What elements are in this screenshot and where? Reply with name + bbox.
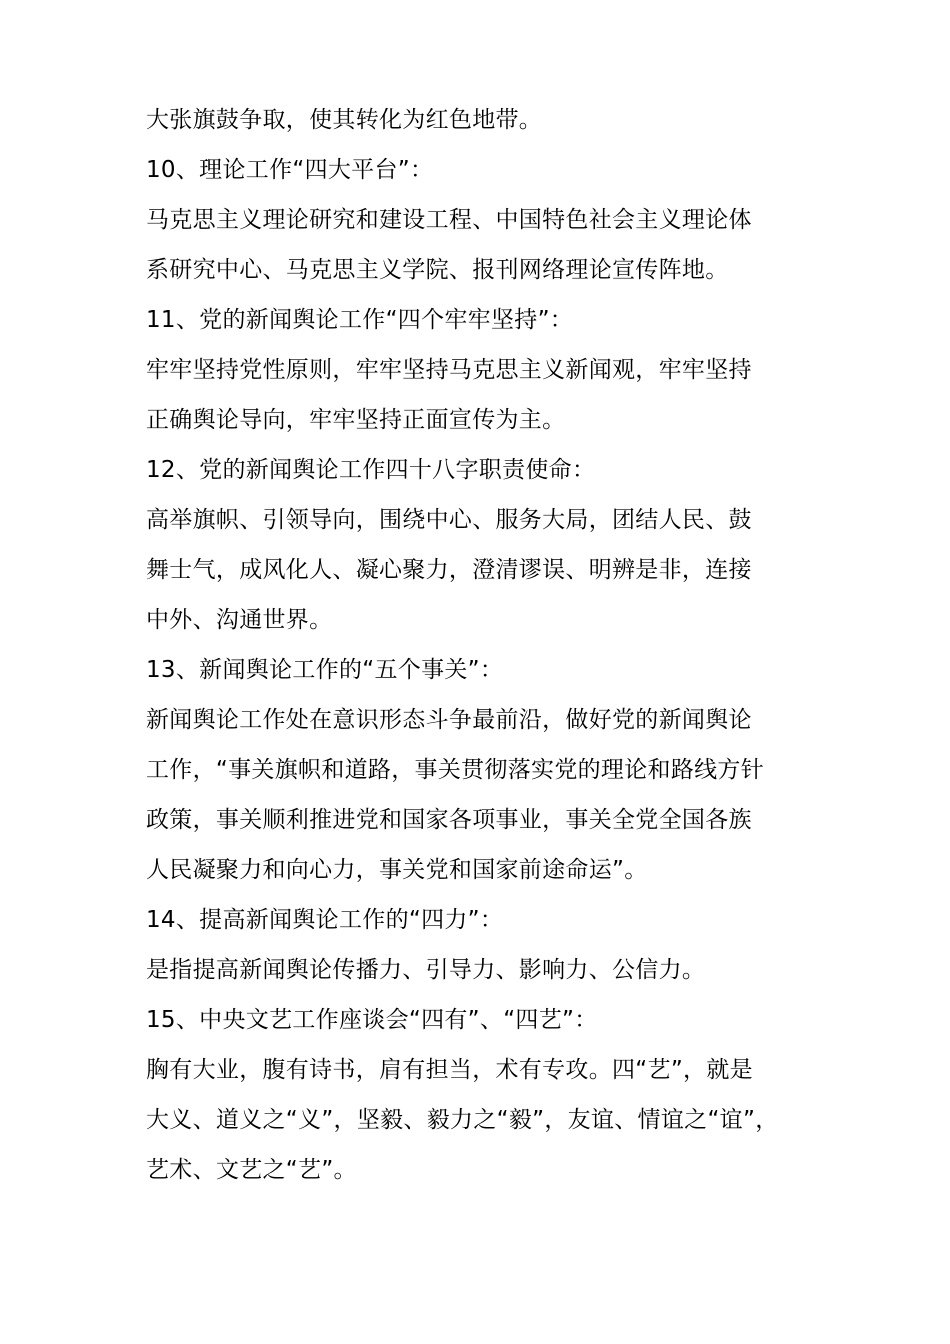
body-text-line: 正确舆论导向，牢牢坚持正面宣传为主。 bbox=[146, 407, 566, 433]
body-text-line: 牢牢坚持党性原则，牢牢坚持马克思主义新闻观，牢牢坚持 bbox=[146, 357, 752, 383]
body-text-line: 人民凝聚力和向心力，事关党和国家前途命运”。 bbox=[146, 857, 648, 883]
body-text-line: 艺术、文艺之“艺”。 bbox=[146, 1157, 357, 1183]
body-text-line: 马克思主义理论研究和建设工程、中国特色社会主义理论体 bbox=[146, 207, 752, 233]
document-body bbox=[146, 95, 816, 1195]
section-heading-15: 15、中央文艺工作座谈会“四有”、“四艺”： bbox=[146, 1007, 598, 1033]
body-text-line: 工作，“事关旗帜和道路，事关贯彻落实党的理论和路线方针 bbox=[146, 757, 765, 783]
body-text-line: 舞士气，成风化人、凝心聚力，澄清谬误、明辨是非，连接 bbox=[146, 557, 752, 583]
section-heading-10: 10、理论工作“四大平台”： bbox=[146, 157, 434, 183]
body-text-line: 大义、道义之“义”，坚毅、毅力之“毅”，友谊、情谊之“谊”， bbox=[146, 1107, 779, 1133]
section-heading-13: 13、新闻舆论工作的“五个事关”： bbox=[146, 657, 504, 683]
body-text-line: 系研究中心、马克思主义学院、报刊网络理论宣传阵地。 bbox=[146, 257, 729, 283]
body-text-line: 胸有大业，腹有诗书，肩有担当，术有专攻。四“艺”，就是 bbox=[146, 1057, 753, 1083]
body-text-line: 高举旗帜、引领导向，围绕中心、服务大局，团结人民、鼓 bbox=[146, 507, 752, 533]
section-heading-14: 14、提高新闻舆论工作的“四力”： bbox=[146, 907, 504, 933]
body-text-line: 大张旗鼓争取，使其转化为红色地带。 bbox=[146, 107, 543, 133]
body-text-line: 是指提高新闻舆论传播力、引导力、影响力、公信力。 bbox=[146, 957, 706, 983]
body-text-line: 政策，事关顺利推进党和国家各项事业，事关全党全国各族 bbox=[146, 807, 752, 833]
body-text-line: 新闻舆论工作处在意识形态斗争最前沿，做好党的新闻舆论 bbox=[146, 707, 752, 733]
body-text-line: 中外、沟通世界。 bbox=[146, 607, 333, 633]
section-heading-12: 12、党的新闻舆论工作四十八字职责使命： bbox=[146, 457, 596, 483]
section-heading-11: 11、党的新闻舆论工作“四个牢牢坚持”： bbox=[146, 307, 574, 333]
